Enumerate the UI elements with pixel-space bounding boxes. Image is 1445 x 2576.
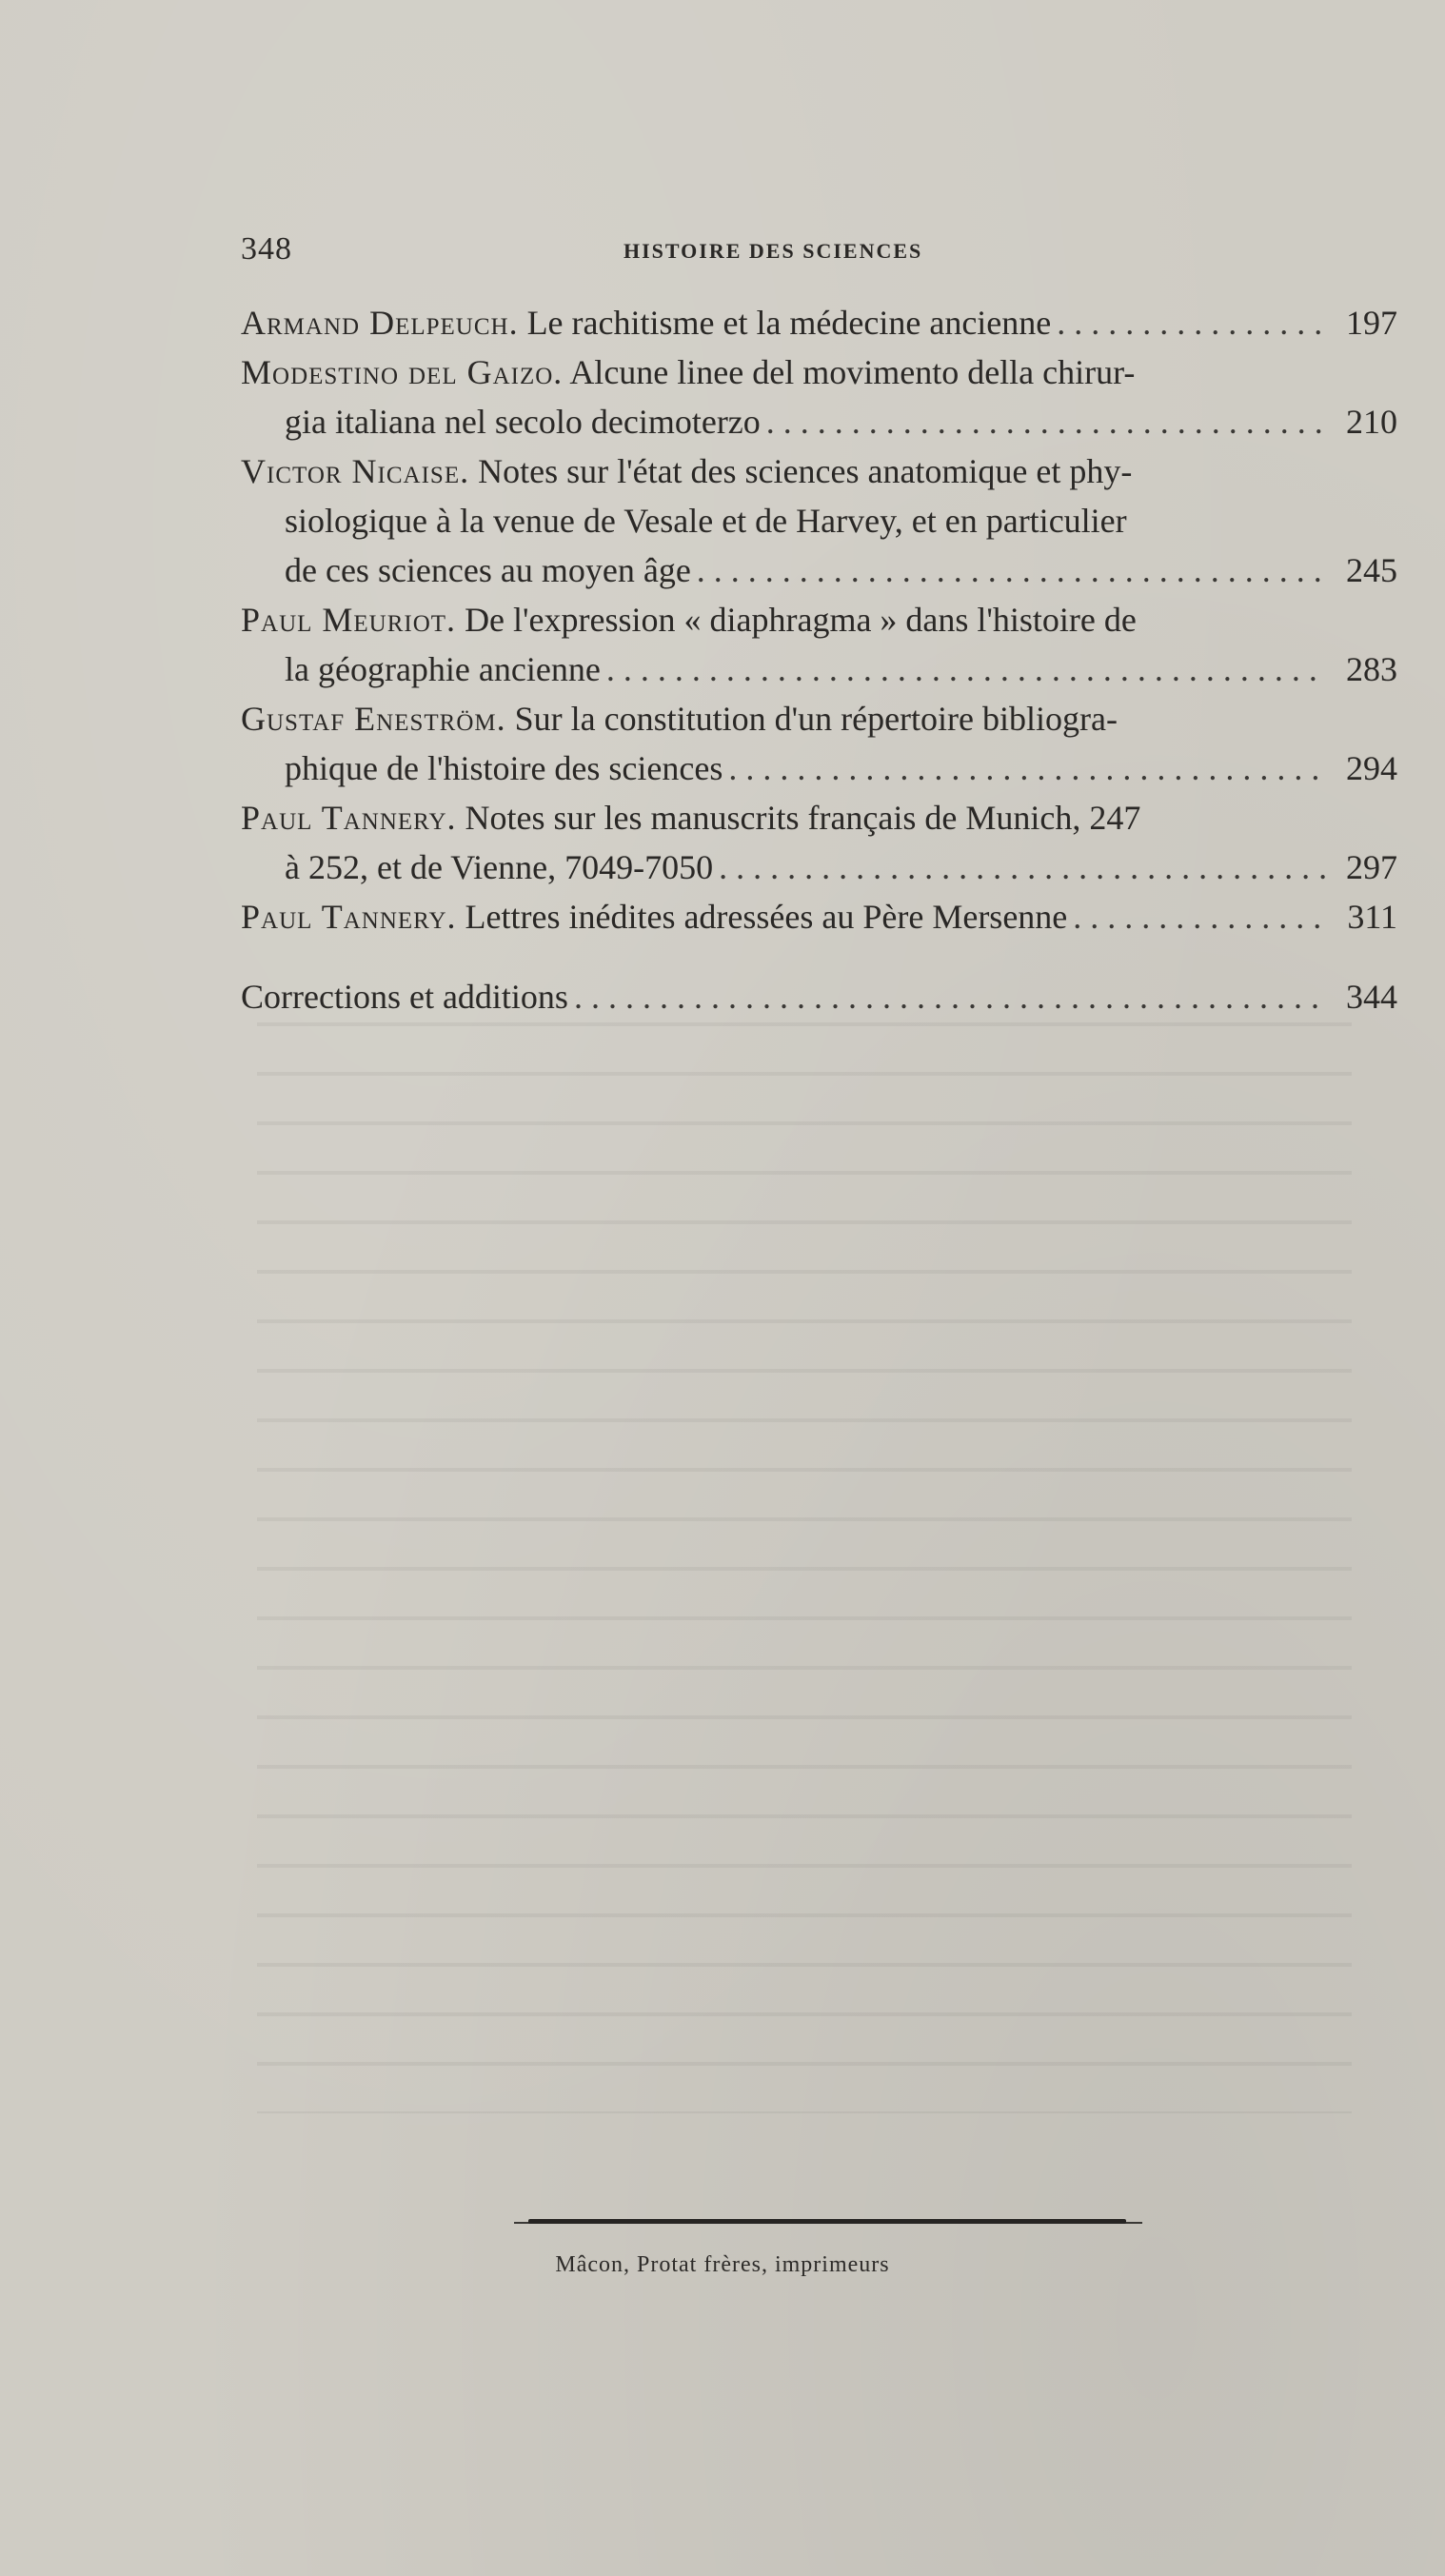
toc-title-line: phique de l'histoire des sciences (285, 749, 723, 787)
toc-title-line: Lettres inédites adressées au Père Mersenne (465, 898, 1068, 936)
toc-line (241, 694, 1397, 743)
dot-leader (606, 644, 1325, 694)
dot-leader (728, 743, 1325, 793)
toc-entry (241, 892, 1397, 941)
toc-line (241, 793, 1397, 842)
dot-leader (719, 842, 1325, 892)
toc-title-line: Sur la constitution d'un répertoire bibliogra- (514, 700, 1118, 738)
toc-title-line: gia italiana nel secolo decimoterzo (285, 403, 761, 441)
toc-entry-corrections (241, 972, 1397, 1021)
toc-page-number: 344 (1346, 978, 1397, 1016)
toc-page-number: 311 (1347, 898, 1397, 936)
table-of-contents (241, 298, 1397, 1021)
toc-entry (241, 347, 1397, 446)
toc-title-line: Corrections et additions (241, 978, 568, 1016)
toc-title-line: Notes sur l'état des sciences anatomique et phy- (478, 452, 1133, 490)
toc-page-number: 210 (1346, 403, 1397, 441)
toc-title-line: siologique à la venue de Vesale et de Harvey, et en particulier (285, 502, 1127, 540)
toc-line (241, 446, 1397, 496)
bleed-through-texture (257, 990, 1352, 2113)
page-number: 348 (241, 231, 292, 267)
toc-page-number: 245 (1346, 551, 1397, 589)
toc-title-line: Alcune linee del movimento della chirur- (569, 353, 1136, 391)
toc-entry (241, 694, 1397, 793)
toc-title-line: la géographie ancienne (285, 650, 601, 688)
toc-line (241, 595, 1397, 644)
toc-page-number: 297 (1346, 848, 1397, 886)
toc-entry (241, 793, 1397, 892)
dot-leader (1057, 298, 1325, 347)
closing-rule (528, 2219, 1126, 2224)
toc-line (241, 743, 1397, 793)
toc-entry (241, 446, 1397, 595)
dot-leader (1073, 892, 1325, 941)
toc-author: Paul Meuriot. (241, 601, 457, 639)
dot-leader (766, 397, 1325, 446)
toc-title-line: à 252, et de Vienne, 7049-7050 (285, 848, 714, 886)
toc-page-number: 283 (1346, 650, 1397, 688)
toc-title-line: Notes sur les manuscrits français de Munich, 247 (465, 799, 1141, 837)
toc-title-line: de ces sciences au moyen âge (285, 551, 691, 589)
toc-author: Paul Tannery. (241, 799, 457, 837)
toc-title-line: De l'expression « diaphragma » dans l'histoire de (465, 601, 1137, 639)
toc-page-number: 294 (1346, 749, 1397, 787)
dot-leader (574, 972, 1325, 1021)
printer-imprint: Mâcon, Protat frères, imprimeurs (555, 2252, 890, 2277)
toc-line (241, 298, 1397, 347)
toc-entry (241, 595, 1397, 694)
dot-leader (697, 545, 1325, 595)
toc-title-line: Le rachitisme et la médecine ancienne (526, 304, 1052, 342)
toc-line (241, 842, 1397, 892)
toc-page-number: 197 (1346, 304, 1397, 342)
toc-line (241, 397, 1397, 446)
toc-author: Modestino del Gaizo. (241, 353, 564, 391)
toc-line (241, 972, 1397, 1021)
running-title: HISTOIRE DES SCIENCES (624, 239, 923, 263)
toc-author: Gustaf Eneström. (241, 700, 506, 738)
toc-entry (241, 298, 1397, 347)
toc-line (241, 347, 1397, 397)
toc-author: Paul Tannery. (241, 898, 457, 936)
toc-author: Victor Nicaise. (241, 452, 470, 490)
toc-line (241, 644, 1397, 694)
toc-author: Armand Delpeuch. (241, 304, 519, 342)
running-head (241, 231, 1389, 269)
toc-line (241, 892, 1397, 941)
toc-line (241, 496, 1397, 545)
section-gap (241, 941, 1397, 972)
toc-line (241, 545, 1397, 595)
